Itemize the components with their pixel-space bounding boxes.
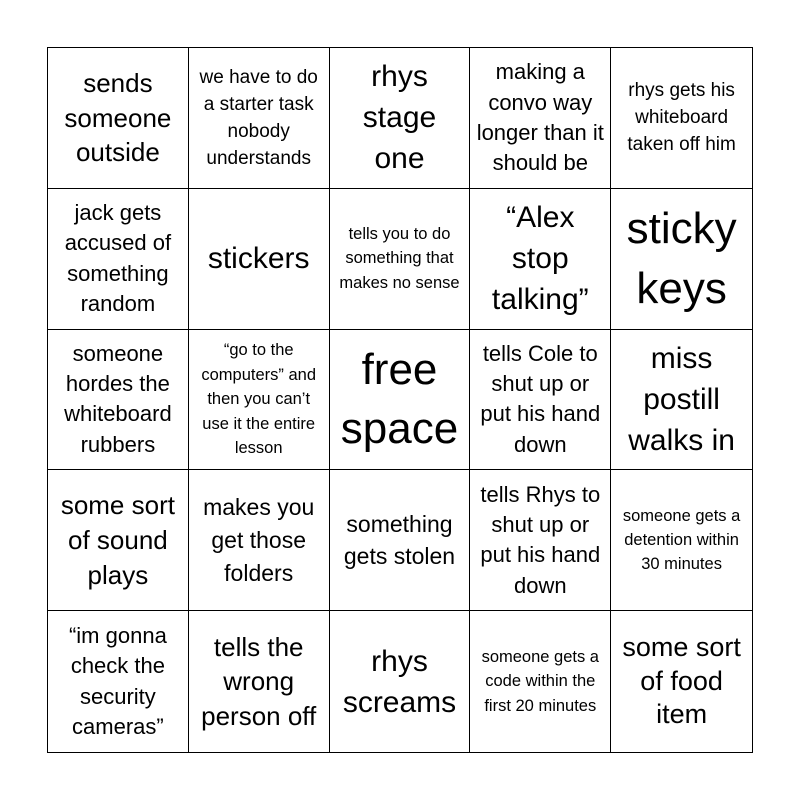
bingo-cell-text: we have to do a starter task nobody understands	[199, 66, 318, 170]
bingo-cell[interactable]	[470, 48, 611, 189]
bingo-cell[interactable]	[189, 48, 330, 189]
bingo-cell[interactable]	[470, 330, 611, 471]
bingo-free-space-cell[interactable]	[330, 330, 471, 471]
bingo-cell-text: someone hordes the whiteboard rubbers	[64, 340, 172, 457]
bingo-cell[interactable]	[48, 48, 189, 189]
bingo-cell[interactable]	[48, 330, 189, 471]
bingo-cell[interactable]	[48, 189, 189, 330]
bingo-cell-text: stickers	[207, 242, 310, 276]
bingo-cell-text: someone gets a detention within 30 minutes	[622, 506, 741, 574]
bingo-cell[interactable]	[48, 611, 189, 752]
bingo-cell[interactable]	[611, 470, 752, 611]
bingo-cell-text: some sort of sound plays	[60, 490, 175, 590]
bingo-cell[interactable]	[189, 189, 330, 330]
bingo-cell-text: “go to the computers” and then you can’t use it the entire lesson	[201, 341, 317, 458]
bingo-cell[interactable]	[611, 330, 752, 471]
bingo-cell[interactable]	[189, 611, 330, 752]
bingo-cell[interactable]	[189, 330, 330, 471]
bingo-cell[interactable]	[330, 48, 471, 189]
bingo-cell-text: making a convo way longer than it should be	[476, 59, 604, 176]
bingo-cell-text: free space	[340, 345, 459, 454]
bingo-cell-text: miss postill walks in	[628, 341, 735, 458]
bingo-cell[interactable]	[470, 189, 611, 330]
bingo-cell[interactable]	[48, 470, 189, 611]
bingo-cell-text: tells Rhys to shut up or put his hand down	[480, 481, 601, 598]
bingo-cell-text: sends someone outside	[64, 68, 172, 168]
bingo-cell[interactable]	[330, 611, 471, 752]
bingo-cell-text: tells Cole to shut up or put his hand down	[480, 340, 601, 457]
bingo-cell-text: rhys gets his whiteboard taken off him	[627, 80, 736, 156]
bingo-cell-text: tells the wrong person off	[201, 631, 317, 731]
bingo-cell-text: makes you get those folders	[203, 494, 315, 586]
bingo-cell[interactable]	[611, 189, 752, 330]
bingo-cell[interactable]	[330, 470, 471, 611]
bingo-cell-text: jack gets accused of something random	[64, 199, 172, 317]
bingo-cell[interactable]	[189, 470, 330, 611]
bingo-cell-text: rhys stage one	[362, 60, 437, 176]
bingo-cell-text: someone gets a code within the first 20 minutes	[481, 647, 599, 715]
bingo-cell-text: rhys screams	[342, 644, 457, 719]
bingo-cell[interactable]	[611, 48, 752, 189]
bingo-cell-text: sticky keys	[626, 204, 737, 313]
bingo-cell[interactable]	[330, 189, 471, 330]
bingo-board	[47, 47, 753, 753]
bingo-cell[interactable]	[470, 470, 611, 611]
bingo-cell-text: something gets stolen	[343, 510, 456, 570]
bingo-cell-text: some sort of food item	[622, 631, 741, 730]
bingo-cell-text: tells you to do something that makes no sense	[339, 225, 460, 292]
bingo-cell-text: “im gonna check the security cameras”	[68, 622, 167, 739]
bingo-cell-text: “Alex stop talking”	[491, 201, 589, 317]
bingo-cell[interactable]	[611, 611, 752, 752]
bingo-cell[interactable]	[470, 611, 611, 752]
